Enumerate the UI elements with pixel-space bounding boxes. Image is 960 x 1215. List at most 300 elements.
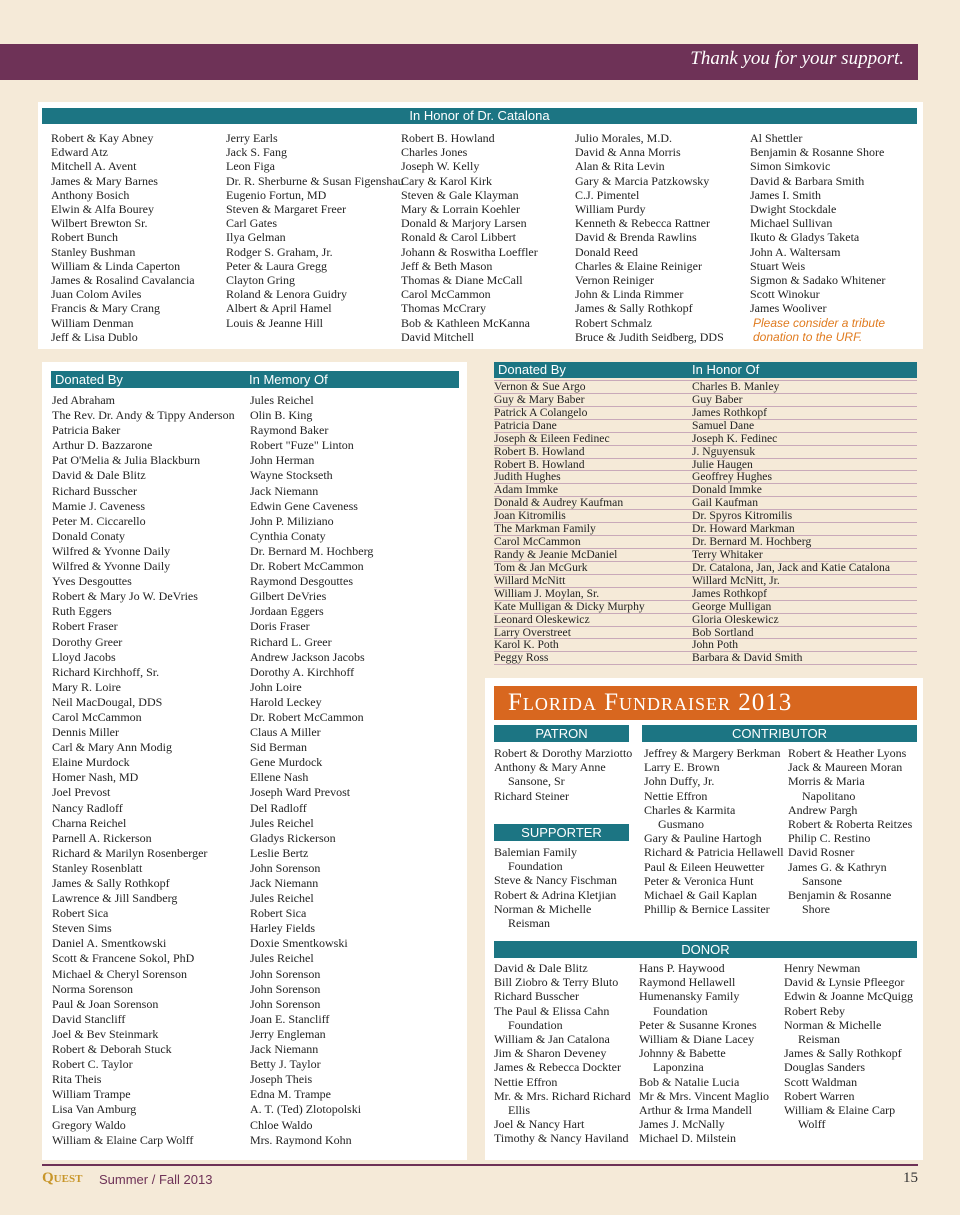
memory-row xyxy=(52,1087,462,1102)
memory-honoree: Edna M. Trampe xyxy=(250,1087,331,1102)
memory-donor: Donald Conaty xyxy=(52,528,125,543)
catalona-name: Robert B. Howland xyxy=(401,131,495,145)
memory-donor: Lawrence & Jill Sandberg xyxy=(52,891,178,906)
memory-donor: Arthur D. Bazzarone xyxy=(52,438,153,453)
catalona-name: Jerry Earls xyxy=(226,131,278,145)
banner xyxy=(0,44,918,80)
donor-name: Bob & Natalie Lucia xyxy=(639,1074,740,1089)
catalona-name: Bruce & Judith Seidberg, DDS xyxy=(575,329,724,344)
contributor-name: John Duffy, Jr. xyxy=(644,774,715,789)
memory-honoree: John Sorenson xyxy=(250,996,321,1011)
memory-donor: Paul & Joan Sorenson xyxy=(52,996,159,1011)
memory-honoree: Doris Fraser xyxy=(250,619,310,634)
catalona-name: Stuart Weis xyxy=(750,258,806,273)
memory-donor: David & Dale Blitz xyxy=(52,468,146,483)
memory-donor: Joel Prevost xyxy=(52,785,111,800)
memory-honoree: Olin B. King xyxy=(250,408,313,423)
memory-donor: Nancy Radloff xyxy=(52,800,123,815)
catalona-name: Ilya Gelman xyxy=(226,230,286,245)
honor-honoree: Guy Baber xyxy=(692,392,743,406)
catalona-name: Anthony Bosich xyxy=(51,187,130,202)
contributor-list-1 xyxy=(644,746,784,916)
catalona-col-1 xyxy=(51,131,221,344)
honor-honoree: Terry Whitaker xyxy=(692,547,763,561)
catalona-name: Leon Figa xyxy=(226,159,275,174)
memory-row xyxy=(52,1012,462,1027)
catalona-name: Ikuto & Gladys Taketa xyxy=(750,230,860,245)
memory-honoree: Dr. Bernard M. Hochberg xyxy=(250,543,374,558)
memory-row xyxy=(52,1027,462,1042)
memory-row xyxy=(52,559,462,574)
memory-donor: The Rev. Dr. Andy & Tippy Anderson xyxy=(52,408,235,423)
memory-row xyxy=(52,1133,462,1148)
catalona-name: Vernon Reiniger xyxy=(575,273,654,288)
memory-row xyxy=(52,438,462,453)
memory-row xyxy=(52,846,462,861)
catalona-name: Simon Simkovic xyxy=(750,159,831,174)
memory-row xyxy=(52,876,462,891)
memory-row xyxy=(52,635,462,650)
catalona-name: C.J. Pimentel xyxy=(575,187,640,202)
honor-col2-label: In Honor Of xyxy=(692,362,760,377)
contributor-name: Gary & Pauline Hartogh xyxy=(644,831,762,846)
memory-donor: Richard Busscher xyxy=(52,483,137,498)
contributor-name: Robert & Heather Lyons xyxy=(788,746,907,760)
catalona-name: David & Barbara Smith xyxy=(750,173,865,188)
donor-name: Raymond Hellawell xyxy=(639,975,736,990)
memory-row xyxy=(52,665,462,680)
honor-donor: Peggy Ross xyxy=(494,651,549,665)
catalona-name: Al Shettler xyxy=(750,131,803,145)
memory-donor: Scott & Francene Sokol, PhD xyxy=(52,951,195,966)
contributor-list-2 xyxy=(788,746,920,916)
honor-donor: Adam Immke xyxy=(494,483,559,497)
honor-row xyxy=(494,575,917,588)
memory-honoree: Dr. Robert McCammon xyxy=(250,559,364,574)
donor-name: Mr. & Mrs. Richard Richard Ellis xyxy=(494,1088,631,1118)
honor-donor: Joan Kitromilis xyxy=(494,509,566,523)
memory-honoree: Cynthia Conaty xyxy=(250,528,326,543)
honor-honoree: Dr. Spyros Kitromilis xyxy=(692,509,793,523)
catalona-name: James & Sally Rothkopf xyxy=(575,301,693,316)
memory-row xyxy=(52,574,462,589)
memory-row xyxy=(52,680,462,695)
memory-honoree: Doxie Smentkowski xyxy=(250,936,348,951)
contributor-name: Paul & Eileen Heuwetter xyxy=(644,859,765,874)
honor-donor: Willard McNitt xyxy=(494,573,566,587)
catalona-name: Benjamin & Rosanne Shore xyxy=(750,145,885,160)
catalona-col-5 xyxy=(750,131,920,316)
memory-row xyxy=(52,1057,462,1072)
memory-honoree: John Sorenson xyxy=(250,966,321,981)
honor-row xyxy=(494,381,917,394)
memory-donor: Rita Theis xyxy=(52,1072,102,1087)
donor-name: David & Dale Blitz xyxy=(494,961,588,975)
memory-list xyxy=(52,393,462,1148)
honor-honoree: Willard McNitt, Jr. xyxy=(692,573,780,587)
catalona-name: Kenneth & Rebecca Rattner xyxy=(575,216,710,231)
donor-name: Richard Busscher xyxy=(494,989,579,1004)
honor-donor: The Markman Family xyxy=(494,522,596,536)
donor-name: Scott Waldman xyxy=(784,1074,858,1089)
memory-honoree: John Loire xyxy=(250,679,302,694)
catalona-name: James & Mary Barnes xyxy=(51,173,158,188)
catalona-name: Julio Morales, M.D. xyxy=(575,131,672,145)
catalona-name: Jeff & Beth Mason xyxy=(401,258,493,273)
catalona-name: Bob & Kathleen McKanna xyxy=(401,315,530,330)
honor-honoree: Dr. Bernard M. Hochberg xyxy=(692,535,812,549)
contributor-name: Philip C. Restino xyxy=(788,831,871,846)
honor-donor: Randy & Jeanie McDaniel xyxy=(494,547,618,561)
catalona-name: Alan & Rita Levin xyxy=(575,159,665,174)
memory-row xyxy=(52,710,462,725)
memory-row xyxy=(52,936,462,951)
donor-name: Mr & Mrs. Vincent Maglio xyxy=(639,1088,770,1103)
honor-donor: Karol K. Poth xyxy=(494,638,559,652)
memory-honoree: Raymond Baker xyxy=(250,423,329,438)
memory-honoree: Jack Niemann xyxy=(250,483,319,498)
memory-honoree: Leslie Bertz xyxy=(250,845,309,860)
memory-donor: Ruth Eggers xyxy=(52,604,112,619)
memory-row xyxy=(52,1102,462,1117)
memory-donor: Wilfred & Yvonne Daily xyxy=(52,559,171,574)
memory-row xyxy=(52,891,462,906)
catalona-name: Dr. R. Sherburne & Susan Figenshau xyxy=(226,173,404,188)
catalona-name: Thomas McCrary xyxy=(401,301,486,316)
donor-name: Nettie Effron xyxy=(494,1074,558,1089)
memory-donor: Jed Abraham xyxy=(52,393,115,407)
honor-honoree: James Rothkopf xyxy=(692,405,768,419)
memory-honoree: Gladys Rickerson xyxy=(250,830,336,845)
catalona-name: Dwight Stockdale xyxy=(750,202,837,217)
supporter-label: SUPPORTER xyxy=(494,824,629,841)
supporter-list xyxy=(494,845,634,930)
honor-list xyxy=(494,380,917,665)
catalona-col-2 xyxy=(226,131,404,330)
donor-name: James & Sally Rothkopf xyxy=(784,1046,902,1061)
catalona-name: Albert & April Hamel xyxy=(226,301,332,316)
memory-row xyxy=(52,982,462,997)
contributor-name: Jack & Maureen Moran xyxy=(788,760,903,775)
catalona-name: Wilbert Brewton Sr. xyxy=(51,216,148,231)
catalona-name: Mary & Lorrain Koehler xyxy=(401,202,520,217)
memory-donor: Robert Sica xyxy=(52,906,109,921)
memory-honoree: Robert Sica xyxy=(250,906,307,921)
donor-name: James & Rebecca Dockter xyxy=(494,1060,621,1075)
banner-text: Thank you for your support. xyxy=(690,48,904,69)
honor-donor: Patricia Dane xyxy=(494,418,557,432)
honor-donor: Vernon & Sue Argo xyxy=(494,380,586,393)
catalona-name: Peter & Laura Gregg xyxy=(226,258,327,273)
honor-honoree: Donald Immke xyxy=(692,483,762,497)
memory-donor: Robert & Deborah Stuck xyxy=(52,1042,172,1057)
donor-name: Robert Warren xyxy=(784,1088,855,1103)
memory-donor: Elaine Murdock xyxy=(52,755,130,770)
honor-donor: Robert B. Howland xyxy=(494,444,585,458)
memory-honoree: Andrew Jackson Jacobs xyxy=(250,649,365,664)
memory-honoree: Harold Leckey xyxy=(250,694,322,709)
memory-row xyxy=(52,468,462,483)
memory-honoree: Betty J. Taylor xyxy=(250,1057,321,1072)
donor-name: Peter & Susanne Krones xyxy=(639,1017,757,1032)
memory-row xyxy=(52,861,462,876)
catalona-panel xyxy=(38,102,923,349)
memory-row xyxy=(52,650,462,665)
honor-row xyxy=(494,588,917,601)
honor-honoree: Charles B. Manley xyxy=(692,380,780,393)
honor-donor: Kate Mulligan & Dicky Murphy xyxy=(494,599,645,613)
memory-donor: Peter M. Ciccarello xyxy=(52,513,146,528)
contributor-name: Charles & Karmita Gusmano xyxy=(644,802,736,832)
honor-row xyxy=(494,446,917,459)
memory-row xyxy=(52,499,462,514)
donor-list-1 xyxy=(494,961,634,1146)
memory-row xyxy=(52,801,462,816)
memory-header xyxy=(51,371,459,388)
memory-honoree: Gene Murdock xyxy=(250,755,323,770)
contributor-name: Phillip & Bernice Lassiter xyxy=(644,902,770,917)
memory-donor: Yves Desgouttes xyxy=(52,574,132,589)
honor-honoree: J. Nguyensuk xyxy=(692,444,756,458)
memory-row xyxy=(52,1118,462,1133)
honor-honoree: Dr. Howard Markman xyxy=(692,522,795,536)
memory-donor: Charna Reichel xyxy=(52,815,127,830)
honor-honoree: Gloria Oleskewicz xyxy=(692,612,779,626)
honor-donor: Carol McCammon xyxy=(494,535,581,549)
honor-donor: Joseph & Eileen Fedinec xyxy=(494,431,610,445)
memory-donor: Lisa Van Amburg xyxy=(52,1102,137,1117)
patron-label: PATRON xyxy=(494,725,629,742)
memory-row xyxy=(52,785,462,800)
memory-honoree: A. T. (Ted) Zlotopolski xyxy=(250,1102,362,1117)
catalona-name: Francis & Mary Crang xyxy=(51,301,160,316)
contributor-name: David Rosner xyxy=(788,845,855,860)
memory-honoree: Jack Niemann xyxy=(250,1042,319,1057)
honor-honoree: Bob Sortland xyxy=(692,625,754,639)
catalona-name: Thomas & Diane McCall xyxy=(401,273,523,288)
contributor-name: Peter & Veronica Hunt xyxy=(644,873,754,888)
memory-honoree: Robert "Fuze" Linton xyxy=(250,438,354,453)
donor-label: DONOR xyxy=(494,941,917,958)
memory-row xyxy=(52,951,462,966)
memory-donor: Michael & Cheryl Sorenson xyxy=(52,966,187,981)
catalona-name: Rodger S. Graham, Jr. xyxy=(226,244,333,259)
catalona-name: Edward Atz xyxy=(51,145,108,160)
catalona-name: Eugenio Fortun, MD xyxy=(226,187,327,202)
catalona-name: Charles Jones xyxy=(401,145,468,160)
donor-name: Norman & Michelle Reisman xyxy=(784,1017,882,1047)
memory-donor: Neil MacDougal, DDS xyxy=(52,694,163,709)
honor-header xyxy=(494,362,917,378)
catalona-name: Johann & Roswitha Loeffler xyxy=(401,244,538,259)
catalona-name: Michael Sullivan xyxy=(750,216,833,231)
memory-honoree: Ellene Nash xyxy=(250,770,309,785)
catalona-name: Carl Gates xyxy=(226,216,277,231)
honor-row xyxy=(494,562,917,575)
memory-col1-label: Donated By xyxy=(55,372,123,387)
donor-name: William & Jan Catalona xyxy=(494,1032,610,1047)
memory-donor: Robert Fraser xyxy=(52,619,118,634)
catalona-name: Cary & Karol Kirk xyxy=(401,173,492,188)
contributor-name: Robert & Roberta Reitzes xyxy=(788,817,913,832)
honor-row xyxy=(494,614,917,627)
memory-donor: Homer Nash, MD xyxy=(52,770,139,785)
catalona-name: Gary & Marcia Patzkowsky xyxy=(575,173,710,188)
catalona-name: Clayton Gring xyxy=(226,273,295,288)
catalona-name: Robert Bunch xyxy=(51,230,118,245)
memory-honoree: Claus A Miller xyxy=(250,725,321,740)
memory-donor: David Stancliff xyxy=(52,1011,126,1026)
donor-list-2 xyxy=(639,961,779,1146)
memory-donor: Carl & Mary Ann Modig xyxy=(52,740,172,755)
memory-row xyxy=(52,423,462,438)
donor-name: William & Elaine Carp Wolff xyxy=(784,1103,896,1132)
memory-donor: James & Sally Rothkopf xyxy=(52,876,170,890)
catalona-name: Stanley Bushman xyxy=(51,244,136,259)
donor-name: Joel & Nancy Hart xyxy=(494,1117,585,1132)
catalona-name: Elwin & Alfa Bourey xyxy=(51,202,154,217)
catalona-name: Ronald & Carol Libbert xyxy=(401,230,516,245)
donor-name: Edwin & Joanne McQuigg xyxy=(784,989,913,1004)
memory-row xyxy=(52,1072,462,1087)
memory-honoree: John Sorenson xyxy=(250,860,321,875)
memory-row xyxy=(52,740,462,755)
memory-donor: Pat O'Melia & Julia Blackburn xyxy=(52,453,201,468)
catalona-name: Donald & Marjory Larsen xyxy=(401,216,527,231)
honor-col1-label: Donated By xyxy=(498,362,566,377)
catalona-name: William Purdy xyxy=(575,202,646,217)
memory-row xyxy=(52,906,462,921)
footer-issue: Summer / Fall 2013 xyxy=(99,1172,213,1187)
contributor-name: Jeffrey & Margery Berkman xyxy=(644,746,781,760)
catalona-header: In Honor of Dr. Catalona xyxy=(42,108,917,124)
honor-honoree: Geoffrey Hughes xyxy=(692,470,772,484)
florida-title: Florida Fundraiser 2013 xyxy=(494,686,917,720)
memory-row xyxy=(52,831,462,846)
memory-donor: William & Elaine Carp Wolff xyxy=(52,1132,194,1147)
supporter-name: Steve & Nancy Fischman xyxy=(494,873,617,888)
memory-row xyxy=(52,408,462,423)
memory-honoree: Dr. Robert McCammon xyxy=(250,709,364,724)
catalona-name: David & Anna Morris xyxy=(575,145,681,160)
catalona-name: David & Brenda Rawlins xyxy=(575,230,697,245)
memory-row xyxy=(52,997,462,1012)
memory-honoree: Jules Reichel xyxy=(250,891,314,906)
memory-honoree: Jordaan Eggers xyxy=(250,604,324,619)
page-number: 15 xyxy=(903,1170,918,1186)
honor-row xyxy=(494,652,917,665)
donor-name: Henry Newman xyxy=(784,961,861,975)
honor-row xyxy=(494,407,917,420)
contributor-name: James G. & Kathryn Sansone xyxy=(788,859,887,888)
memory-honoree: Jules Reichel xyxy=(250,951,314,966)
honor-donor: Guy & Mary Baber xyxy=(494,392,585,406)
memory-donor: Norma Sorenson xyxy=(52,981,133,996)
catalona-name: Robert & Kay Abney xyxy=(51,131,154,145)
honor-row xyxy=(494,549,917,562)
catalona-name: Mitchell A. Avent xyxy=(51,159,137,174)
memory-honoree: Joseph Ward Prevost xyxy=(250,785,351,800)
memory-row xyxy=(52,544,462,559)
honor-donor: William J. Moylan, Sr. xyxy=(494,586,600,600)
memory-donor: Daniel A. Smentkowski xyxy=(52,936,167,951)
contributor-name: Nettie Effron xyxy=(644,788,708,803)
memory-donor: Joel & Bev Steinmark xyxy=(52,1026,159,1041)
memory-honoree: John P. Miliziano xyxy=(250,513,334,528)
supporter-name: Balemian Family Foundation xyxy=(494,845,577,874)
memory-donor: Steven Sims xyxy=(52,921,112,936)
contributor-name: Michael & Gail Kaplan xyxy=(644,888,757,903)
memory-donor: Richard & Marilyn Rosenberger xyxy=(52,845,208,860)
catalona-name: William & Linda Caperton xyxy=(51,258,181,273)
memory-honoree: Edwin Gene Caveness xyxy=(250,498,358,513)
memory-donor: Dennis Miller xyxy=(52,725,119,740)
catalona-name: James I. Smith xyxy=(750,187,821,202)
memory-row xyxy=(52,619,462,634)
memory-honoree: Richard L. Greer xyxy=(250,634,332,649)
memory-row xyxy=(52,589,462,604)
memory-honoree: Jules Reichel xyxy=(250,393,314,407)
catalona-name: Carol McCammon xyxy=(401,287,491,302)
patron-list xyxy=(494,746,634,803)
catalona-name: Joseph W. Kelly xyxy=(401,159,480,174)
donor-name: The Paul & Elissa Cahn Foundation xyxy=(494,1003,610,1032)
memory-row xyxy=(52,529,462,544)
donor-name: James J. McNally xyxy=(639,1117,725,1132)
catalona-name: Juan Colom Aviles xyxy=(51,287,142,302)
catalona-name: David Mitchell xyxy=(401,329,474,344)
catalona-name: Charles & Elaine Reiniger xyxy=(575,258,702,273)
honor-honoree: George Mulligan xyxy=(692,599,772,613)
contributor-label: CONTRIBUTOR xyxy=(642,725,917,742)
honor-honoree: Julie Haugen xyxy=(692,457,753,471)
memory-row xyxy=(52,393,462,408)
catalona-name: Steven & Margaret Freer xyxy=(226,202,347,217)
memory-honoree: Gilbert DeVries xyxy=(250,589,327,604)
memory-honoree: Mrs. Raymond Kohn xyxy=(250,1132,352,1147)
catalona-name: Donald Reed xyxy=(575,244,638,259)
memory-row xyxy=(52,1042,462,1057)
memory-donor: William Trampe xyxy=(52,1087,131,1102)
memory-row xyxy=(52,725,462,740)
catalona-name: Steven & Gale Klayman xyxy=(401,187,519,202)
memory-honoree: Sid Berman xyxy=(250,740,307,755)
catalona-name: James Wooliver xyxy=(750,301,827,316)
honor-donor: Leonard Oleskewicz xyxy=(494,612,590,626)
honor-honoree: Barbara & David Smith xyxy=(692,651,803,665)
catalona-name: Jeff & Lisa Dublo xyxy=(51,329,138,344)
honor-donor: Tom & Jan McGurk xyxy=(494,560,588,574)
honor-donor: Patrick A Colangelo xyxy=(494,405,588,419)
memory-row xyxy=(52,755,462,770)
patron-name: Robert & Dorothy Marziotto xyxy=(494,746,633,760)
memory-donor: Carol McCammon xyxy=(52,709,142,724)
memory-row xyxy=(52,921,462,936)
donor-name: Hans P. Haywood xyxy=(639,961,725,975)
contributor-name: Larry E. Brown xyxy=(644,760,720,775)
donor-list-3 xyxy=(784,961,919,1131)
patron-name: Richard Steiner xyxy=(494,788,569,803)
catalona-name: William Denman xyxy=(51,315,134,330)
donor-name: Timothy & Nancy Haviland xyxy=(494,1131,629,1146)
contributor-name: Morris & Maria Napolitano xyxy=(788,774,865,803)
contributor-name: Benjamin & Rosanne Shore xyxy=(788,888,892,917)
memory-donor: Stanley Rosenblatt xyxy=(52,860,143,875)
memory-honoree: Del Radloff xyxy=(250,800,307,815)
honor-donor: Judith Hughes xyxy=(494,470,561,484)
honor-honoree: Gail Kaufman xyxy=(692,496,758,510)
memory-honoree: John Sorenson xyxy=(250,981,321,996)
